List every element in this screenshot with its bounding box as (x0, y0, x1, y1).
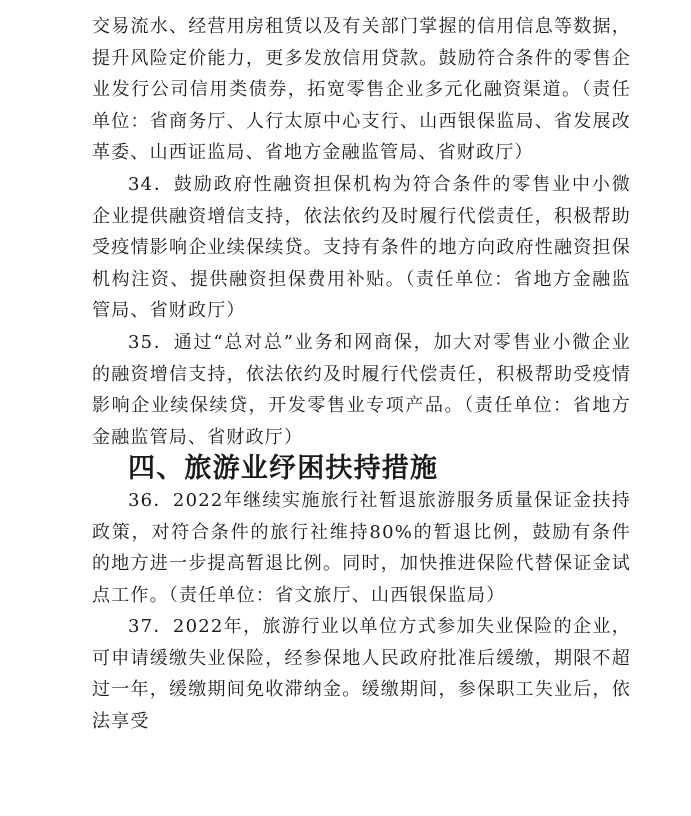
paragraph-34: 34．鼓励政府性融资担保机构为符合条件的零售业中小微企业提供融资增信支持，依法依约及时履行代偿责任，积极帮助受疫情影响企业续保续贷。支持有条件的地方向政府性融资担保机构注资、提供融资担保费用补贴。（责任单位：省地方金融监管局、省财政厅） (92, 173, 631, 322)
section-heading-tourism: 四、旅游业纾困扶持措施 (128, 453, 439, 485)
paragraph-intro: 交易流水、经营用房租赁以及有关部门掌握的信用信息等数据，提升风险定价能力，更多发放信用贷款。鼓励符合条件的零售企业发行公司信用类债券，拓宽零售企业多元化融资渠道。（责任单位：省商务厅、人行太原中心支行、山西银保监局、省发展改革委、山西证监局、省地方金融监管局、省财政厅） (92, 16, 631, 164)
paragraph-37: 37．2022年，旅游行业以单位方式参加失业保险的企业，可申请缓缴失业保险，经参保地人民政府批准后缓缴，期限不超过一年，缓缴期间免收滞纳金。缓缴期间，参保职工失业后，依法享受 (92, 616, 631, 733)
paragraph-35: 35．通过“总对总”业务和网商保，加大对零售业小微企业的融资增信支持，依法依约及时履行代偿责任，积极帮助受疫情影响企业续保续贷，开发零售业专项产品。（责任单位：省地方金融监管局、省财政厅） (92, 331, 631, 448)
paragraph-36: 36．2022年继续实施旅行社暂退旅游服务质量保证金扶持政策，对符合条件的旅行社维持80%的暂退比例，鼓励有条件的地方进一步提高暂退比例。同时，加快推进保险代替保证金试点工作。（责任单位：省文旅厅、山西银保监局） (92, 489, 631, 606)
